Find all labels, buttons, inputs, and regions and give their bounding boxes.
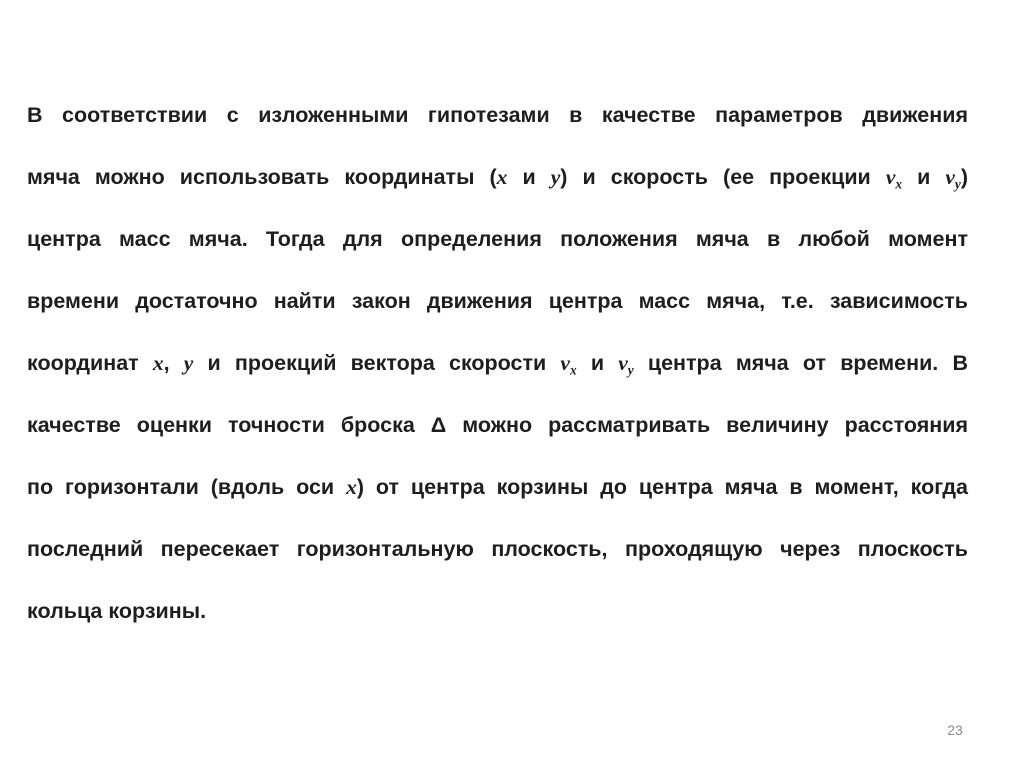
math-v: v — [560, 351, 570, 375]
text-span: времени достаточно найти закон движения центра масс мяча, т.е. зависимость — [27, 289, 968, 313]
body-paragraph — [27, 84, 968, 642]
text-line-5 — [27, 332, 968, 394]
text-span: последний пересекает горизонтальную плоскость, проходящую через плоскость — [27, 537, 968, 561]
math-v: v — [885, 165, 896, 189]
text-span: центра мяча от времени. В — [633, 351, 968, 375]
math-v: v — [618, 351, 628, 375]
page-number: 23 — [947, 722, 963, 738]
math-x: x — [496, 165, 508, 189]
math-y: y — [550, 165, 561, 189]
text-span: ) и скорость (ее проекции — [560, 165, 886, 189]
math-vy — [945, 165, 961, 192]
math-subscript-y: y — [627, 362, 634, 378]
text-span: ) — [960, 165, 968, 189]
text-span: ) от центра корзины до центра мяча в момент, когда — [356, 475, 968, 499]
text-span: и — [576, 351, 619, 375]
math-vx — [560, 351, 577, 378]
math-x: x — [346, 475, 357, 499]
text-span: , — [163, 351, 184, 375]
math-v: v — [945, 165, 955, 189]
math-vx — [885, 165, 903, 192]
text-line-6 — [27, 394, 968, 456]
text-line-8 — [27, 518, 968, 580]
math-subscript-x: x — [895, 176, 903, 192]
math-subscript-x: x — [569, 362, 577, 378]
text-span: центра масс мяча. Тогда для определения положения мяча в любой момент — [27, 227, 968, 251]
text-span: можно рассматривать величину расстояния — [446, 413, 968, 437]
math-subscript-y: y — [954, 176, 961, 192]
text-span: В соответствии с изложенными гипотезами в качестве параметров движения — [27, 103, 968, 127]
text-span: и проекций вектора скорости — [193, 351, 561, 375]
text-line-2 — [27, 146, 968, 208]
text-span: мяча можно использовать координаты ( — [27, 165, 497, 189]
text-span: по горизонтали (вдоль оси — [27, 475, 347, 499]
text-span: кольца корзины. — [27, 599, 207, 623]
math-delta: Δ — [430, 413, 447, 437]
text-line-4 — [27, 270, 968, 332]
text-line-7 — [27, 456, 968, 518]
text-line-1 — [27, 84, 968, 146]
text-line-3 — [27, 208, 968, 270]
math-x: x — [152, 351, 164, 375]
math-vy — [618, 351, 634, 378]
text-span: координат — [27, 351, 153, 375]
text-span: и — [902, 165, 946, 189]
text-span: и — [507, 165, 551, 189]
text-span: качестве оценки точности броска — [27, 413, 431, 437]
math-y: y — [183, 351, 194, 375]
text-line-9 — [27, 580, 968, 642]
